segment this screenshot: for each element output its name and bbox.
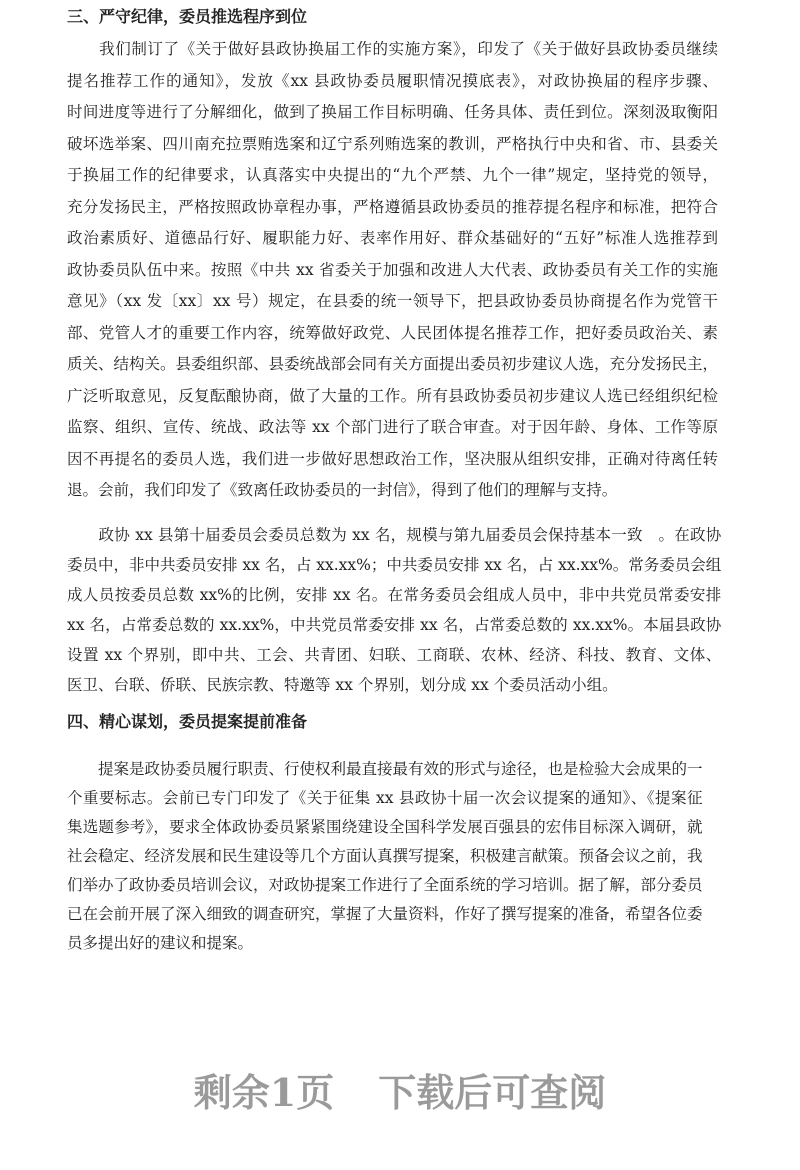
download-prompt[interactable] (0, 1062, 800, 1117)
text-line: 政协委员队伍中来。按照《中共 xx 省委关于加强和改进人大代表、政协委员有关工作的实施 (67, 260, 719, 279)
text-line: 于换届工作的纪律要求，认真落实中央提出的“九个严禁、九个一律”规定，坚持党的领导， (67, 166, 719, 184)
text-line: 集选题参考》，要求全体政协委员紧紧围绕建设全国科学发展百强县的宏伟目标深入调研，就 (67, 818, 703, 836)
section-heading-3: 三、严守纪律，委员推选程序到位 (67, 7, 308, 26)
text-line: 已在会前开展了深入细致的调查研究，掌握了大量资料，作好了撰写提案的准备，希望各位委 (67, 905, 703, 923)
download-to-view-label[interactable]: 下载后可查阅 (378, 1070, 607, 1115)
text-line: 设置 xx 个界别，即中共、工会、共青团、妇联、工商联、农林、经济、科技、教育、文体、 (67, 646, 722, 664)
text-line: 社会稳定、经济发展和民生建设等几个方面认真撰写提案，积极建言献策。预备会议之前，我 (67, 847, 703, 865)
text-line: 委员中，非中共委员安排 xx 名，占 xx.xx%；中共委员安排 xx 名，占 xx.xx%。常务委员会组 (67, 556, 722, 574)
text-line: 意见》（xx 发〔xx〕xx 号）规定，在县委的统一领导下，把县政协委员协商提名作为党管干 (67, 292, 719, 310)
paragraph (67, 755, 703, 958)
text-line: 政协 xx 县第十届委员会委员总数为 xx 名，规模与第九届委员会保持基本一致 。在政协 (67, 526, 722, 544)
text-line: 员多提出好的建议和提案。 (67, 934, 254, 952)
text-line: 充分发扬民主，严格按照政协章程办事，严格遵循县政协委员的推荐提名程序和标准，把符合 (67, 197, 719, 216)
text-line: 部、党管人才的重要工作内容，统筹做好政党、人民团体提名推荐工作，把好委员政治关、素 (67, 323, 719, 342)
text-line: 破坏选举案、四川南充拉票贿选案和辽宁系列贿选案的教训，严格执行中央和省、市、县委关 (67, 134, 719, 153)
paragraph (67, 520, 721, 700)
text-line: 广泛听取意见，反复酝酿协商，做了大量的工作。所有县政协委员初步建议人选已经组织纪检 (67, 386, 719, 405)
text-line: 因不再提名的委员人选，我们进一步做好思想政治工作，坚决服从组织安排，正确对待离任转 (67, 449, 719, 468)
text-line: 提名推荐工作的通知》，发放《xx 县政协委员履职情况摸底表》，对政协换届的程序步骤、 (67, 71, 719, 90)
text-line: 政治素质好、道德品行好、履职能力好、表率作用好、群众基础好的“五好”标准人选推荐到 (67, 229, 719, 247)
text-line: 个重要标志。会前已专门印发了《关于征集 xx 县政协十届一次会议提案的通知》、《提案征 (67, 789, 703, 807)
paragraph (67, 34, 718, 507)
section-heading-4: 四、精心谋划，委员提案提前准备 (67, 712, 308, 731)
text-line: 提案是政协委员履行职责、行使权利最直接最有效的形式与途径，也是检验大会成果的一 (67, 760, 703, 778)
text-line: 时间进度等进行了分解细化，做到了换届工作目标明确、任务具体、责任到位。深刻汲取衡阳 (67, 103, 719, 121)
text-line: 质关、结构关。县委组织部、县委统战部会同有关方面提出委员初步建议人选，充分发扬民主， (67, 355, 719, 373)
text-line: 监察、组织、宣传、统战、政法等 xx 个部门进行了联合审查。对于因年龄、身体、工作等原 (67, 418, 719, 436)
text-line: xx 名，占常委总数的 xx.xx%，中共党员常委安排 xx 名，占常委总数的 xx.xx%。本届县政协 (67, 616, 722, 634)
text-line: 我们制订了《关于做好县政协换届工作的实施方案》，印发了《关于做好县政协委员继续 (67, 40, 719, 58)
text-line: 们举办了政协委员培训会议，对政协提案工作进行了全面系统的学习培训。据了解，部分委员 (67, 876, 703, 894)
text-line: 成人员按委员总数 xx%的比例，安排 xx 名。在常务委员会组成人员中，非中共党员常委安排 (67, 586, 722, 604)
text-line: 退。会前，我们印发了《致离任政协委员的一封信》，得到了他们的理解与支持。 (67, 481, 618, 499)
remaining-pages-label[interactable]: 剩余1页 (193, 1070, 335, 1115)
text-line: 医卫、台联、侨联、民族宗教、特邀等 xx 个界别，划分成 xx 个委员活动小组。 (67, 676, 618, 694)
